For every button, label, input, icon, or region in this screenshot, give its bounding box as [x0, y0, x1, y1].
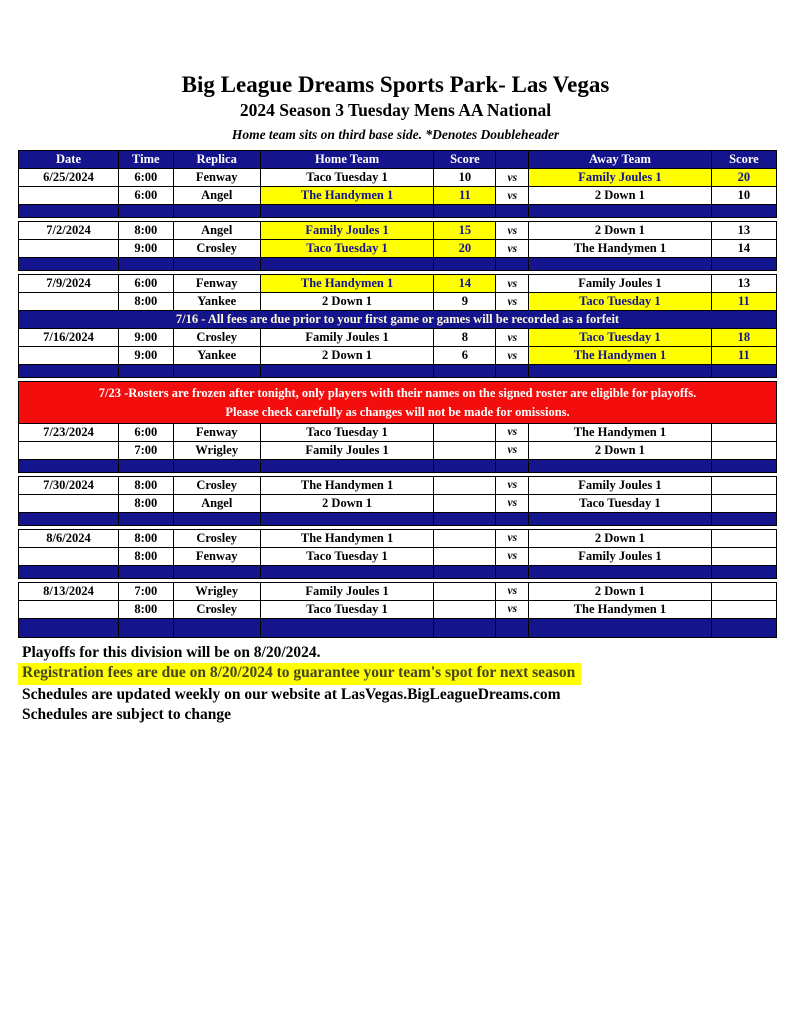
schedule-table-header — [19, 151, 777, 169]
game-row — [19, 423, 777, 441]
separator-cell — [173, 512, 260, 525]
separator-cell — [119, 365, 174, 378]
footer-line-4: Schedules are subject to change — [22, 706, 231, 724]
separator-cell — [19, 565, 119, 578]
game-row — [19, 476, 777, 494]
vs-cell: vs — [496, 529, 529, 547]
col-header-home-team: Home Team — [260, 151, 434, 169]
date-cell: 7/23/2024 — [19, 423, 119, 441]
separator-cell — [496, 459, 529, 472]
roster-freeze-notice — [19, 382, 777, 423]
group-separator-row — [19, 512, 777, 525]
away-team-cell: Taco Tuesday 1 — [529, 329, 712, 347]
separator-cell — [260, 459, 434, 472]
separator-cell — [711, 205, 776, 218]
separator-cell — [119, 459, 174, 472]
fees-notice: 7/16 - All fees are due prior to your first game or games will be recorded as a forfeit — [19, 311, 777, 329]
group-separator-row — [19, 459, 777, 472]
vs-cell: vs — [496, 222, 529, 240]
game-row — [19, 441, 777, 459]
separator-cell — [173, 258, 260, 271]
group-separator-row — [19, 258, 777, 271]
time-cell: 6:00 — [119, 423, 174, 441]
date-cell: 7/30/2024 — [19, 476, 119, 494]
group-separator-row — [19, 205, 777, 218]
roster-freeze-line-1: 7/23 -Rosters are frozen after tonight, only players with their names on the signed roster are eligible for playoffs. — [98, 386, 697, 401]
separator-cell — [260, 512, 434, 525]
home-score-cell: 11 — [434, 187, 496, 205]
replica-cell: Crosley — [173, 476, 260, 494]
vs-cell: vs — [496, 423, 529, 441]
game-row — [19, 240, 777, 258]
separator-cell — [529, 205, 712, 218]
header-row — [19, 151, 777, 169]
home-team-cell: Taco Tuesday 1 — [260, 169, 434, 187]
replica-cell: Crosley — [173, 240, 260, 258]
vs-cell: vs — [496, 347, 529, 365]
away-score-cell: 20 — [711, 169, 776, 187]
home-score-cell: 8 — [434, 329, 496, 347]
time-cell: 8:00 — [119, 222, 174, 240]
separator-cell — [19, 205, 119, 218]
separator-cell — [434, 205, 496, 218]
replica-cell: Crosley — [173, 529, 260, 547]
home-team-cell: The Handymen 1 — [260, 529, 434, 547]
away-team-cell: The Handymen 1 — [529, 600, 712, 618]
separator-cell — [19, 258, 119, 271]
col-header-away-team: Away Team — [529, 151, 712, 169]
away-score-cell — [711, 441, 776, 459]
end-band-cell — [19, 618, 119, 637]
away-team-cell: Family Joules 1 — [529, 476, 712, 494]
away-score-cell — [711, 547, 776, 565]
game-row — [19, 275, 777, 293]
vs-cell: vs — [496, 275, 529, 293]
separator-cell — [711, 365, 776, 378]
vs-cell: vs — [496, 600, 529, 618]
home-team-cell: Taco Tuesday 1 — [260, 423, 434, 441]
away-team-cell: Taco Tuesday 1 — [529, 293, 712, 311]
schedule-table-body — [19, 169, 777, 637]
home-score-cell: 10 — [434, 169, 496, 187]
date-cell — [19, 441, 119, 459]
group-separator-row — [19, 565, 777, 578]
home-score-cell: 9 — [434, 293, 496, 311]
home-team-cell: 2 Down 1 — [260, 293, 434, 311]
footer-line-3: Schedules are updated weekly on our website at LasVegas.BigLeagueDreams.com — [22, 685, 561, 703]
time-cell: 8:00 — [119, 476, 174, 494]
separator-cell — [119, 258, 174, 271]
end-band-cell — [173, 618, 260, 637]
date-cell: 7/2/2024 — [19, 222, 119, 240]
date-cell — [19, 187, 119, 205]
away-team-cell: 2 Down 1 — [529, 441, 712, 459]
home-team-cell: The Handymen 1 — [260, 187, 434, 205]
time-cell: 9:00 — [119, 347, 174, 365]
page-title: Big League Dreams Sports Park- Las Vegas — [181, 72, 610, 97]
game-row — [19, 494, 777, 512]
col-header-vs — [496, 151, 529, 169]
home-team-cell: Taco Tuesday 1 — [260, 547, 434, 565]
time-cell: 7:00 — [119, 441, 174, 459]
date-cell — [19, 494, 119, 512]
footer-line-2 — [18, 663, 791, 685]
time-cell: 8:00 — [119, 600, 174, 618]
time-cell: 8:00 — [119, 547, 174, 565]
separator-cell — [119, 565, 174, 578]
away-score-cell: 13 — [711, 275, 776, 293]
roster-freeze-notice-row — [19, 382, 777, 423]
home-team-cell: 2 Down 1 — [260, 347, 434, 365]
game-row — [19, 293, 777, 311]
separator-cell — [496, 512, 529, 525]
away-score-cell — [711, 529, 776, 547]
end-band-cell — [529, 618, 712, 637]
away-team-cell: Family Joules 1 — [529, 275, 712, 293]
away-team-cell: The Handymen 1 — [529, 423, 712, 441]
end-band-cell — [434, 618, 496, 637]
home-score-cell — [434, 547, 496, 565]
date-cell: 8/13/2024 — [19, 582, 119, 600]
away-score-cell: 14 — [711, 240, 776, 258]
separator-cell — [529, 365, 712, 378]
separator-cell — [496, 258, 529, 271]
replica-cell: Wrigley — [173, 441, 260, 459]
separator-cell — [529, 459, 712, 472]
away-team-cell: 2 Down 1 — [529, 529, 712, 547]
date-cell — [19, 240, 119, 258]
vs-cell: vs — [496, 240, 529, 258]
home-score-cell — [434, 582, 496, 600]
time-cell: 6:00 — [119, 187, 174, 205]
away-team-cell: Family Joules 1 — [529, 169, 712, 187]
col-header-date: Date — [19, 151, 119, 169]
away-team-cell: Taco Tuesday 1 — [529, 494, 712, 512]
separator-cell — [434, 512, 496, 525]
home-team-cell: 2 Down 1 — [260, 494, 434, 512]
replica-cell: Angel — [173, 187, 260, 205]
end-band-cell — [119, 618, 174, 637]
replica-cell: Crosley — [173, 600, 260, 618]
away-score-cell — [711, 582, 776, 600]
table-end-band — [19, 618, 777, 637]
date-cell — [19, 547, 119, 565]
separator-cell — [19, 365, 119, 378]
separator-cell — [19, 512, 119, 525]
vs-cell: vs — [496, 187, 529, 205]
away-team-cell: 2 Down 1 — [529, 222, 712, 240]
separator-cell — [173, 205, 260, 218]
game-row — [19, 529, 777, 547]
away-team-cell: 2 Down 1 — [529, 582, 712, 600]
separator-cell — [119, 512, 174, 525]
separator-cell — [711, 459, 776, 472]
page-subtitle: 2024 Season 3 Tuesday Mens AA National — [239, 99, 552, 120]
time-cell: 6:00 — [119, 275, 174, 293]
roster-freeze-line-2: Please check carefully as changes will not be made for omissions. — [225, 404, 570, 419]
vs-cell: vs — [496, 582, 529, 600]
game-row — [19, 169, 777, 187]
away-score-cell — [711, 423, 776, 441]
home-team-cell: Family Joules 1 — [260, 222, 434, 240]
game-row — [19, 347, 777, 365]
separator-cell — [434, 459, 496, 472]
separator-cell — [711, 258, 776, 271]
replica-cell: Fenway — [173, 423, 260, 441]
separator-cell — [173, 565, 260, 578]
date-cell: 7/16/2024 — [19, 329, 119, 347]
col-header-score: Score — [711, 151, 776, 169]
end-band-cell — [496, 618, 529, 637]
vs-cell: vs — [496, 494, 529, 512]
separator-cell — [260, 205, 434, 218]
footer-notes — [18, 643, 791, 726]
replica-cell: Crosley — [173, 329, 260, 347]
end-band-cell — [711, 618, 776, 637]
away-team-cell: The Handymen 1 — [529, 347, 712, 365]
fees-notice-row — [19, 311, 777, 329]
separator-cell — [496, 365, 529, 378]
game-row — [19, 329, 777, 347]
away-score-cell: 13 — [711, 222, 776, 240]
replica-cell: Angel — [173, 494, 260, 512]
date-cell — [19, 600, 119, 618]
vs-cell: vs — [496, 441, 529, 459]
home-score-cell — [434, 494, 496, 512]
header-note: Home team sits on third base side. *Denotes Doubleheader — [231, 127, 560, 143]
replica-cell: Wrigley — [173, 582, 260, 600]
replica-cell: Fenway — [173, 169, 260, 187]
home-team-cell: Taco Tuesday 1 — [260, 600, 434, 618]
time-cell: 8:00 — [119, 529, 174, 547]
vs-cell: vs — [496, 169, 529, 187]
time-cell: 7:00 — [119, 582, 174, 600]
home-team-cell: Family Joules 1 — [260, 441, 434, 459]
separator-cell — [434, 365, 496, 378]
separator-cell — [119, 205, 174, 218]
home-score-cell: 15 — [434, 222, 496, 240]
group-separator-row — [19, 365, 777, 378]
separator-cell — [173, 365, 260, 378]
home-team-cell: Family Joules 1 — [260, 582, 434, 600]
separator-cell — [496, 565, 529, 578]
separator-cell — [260, 565, 434, 578]
vs-cell: vs — [496, 293, 529, 311]
date-cell — [19, 293, 119, 311]
replica-cell: Fenway — [173, 275, 260, 293]
away-score-cell: 11 — [711, 347, 776, 365]
replica-cell: Angel — [173, 222, 260, 240]
replica-cell: Yankee — [173, 347, 260, 365]
home-score-cell: 14 — [434, 275, 496, 293]
registration-highlight: Registration fees are due on 8/20/2024 to guarantee your team's spot for next season — [18, 663, 581, 685]
home-team-cell: Taco Tuesday 1 — [260, 240, 434, 258]
away-team-cell: The Handymen 1 — [529, 240, 712, 258]
vs-cell: vs — [496, 329, 529, 347]
footer-line-1: Playoffs for this division will be on 8/20/2024. — [22, 643, 321, 661]
end-band-cell — [260, 618, 434, 637]
home-team-cell: The Handymen 1 — [260, 275, 434, 293]
document-header — [0, 0, 791, 142]
game-row — [19, 222, 777, 240]
home-score-cell — [434, 600, 496, 618]
home-score-cell — [434, 423, 496, 441]
away-score-cell: 10 — [711, 187, 776, 205]
separator-cell — [529, 565, 712, 578]
col-header-score: Score — [434, 151, 496, 169]
home-team-cell: Family Joules 1 — [260, 329, 434, 347]
date-cell: 6/25/2024 — [19, 169, 119, 187]
game-row — [19, 582, 777, 600]
away-score-cell — [711, 600, 776, 618]
away-score-cell — [711, 476, 776, 494]
home-score-cell — [434, 529, 496, 547]
separator-cell — [434, 258, 496, 271]
home-score-cell — [434, 441, 496, 459]
vs-cell: vs — [496, 547, 529, 565]
separator-cell — [434, 565, 496, 578]
time-cell: 9:00 — [119, 329, 174, 347]
col-header-replica: Replica — [173, 151, 260, 169]
separator-cell — [260, 365, 434, 378]
game-row — [19, 187, 777, 205]
col-header-time: Time — [119, 151, 174, 169]
separator-cell — [529, 512, 712, 525]
separator-cell — [173, 459, 260, 472]
time-cell: 6:00 — [119, 169, 174, 187]
date-cell: 8/6/2024 — [19, 529, 119, 547]
home-score-cell — [434, 476, 496, 494]
away-score-cell: 11 — [711, 293, 776, 311]
separator-cell — [19, 459, 119, 472]
separator-cell — [496, 205, 529, 218]
home-score-cell: 20 — [434, 240, 496, 258]
separator-cell — [260, 258, 434, 271]
replica-cell: Fenway — [173, 547, 260, 565]
time-cell: 8:00 — [119, 293, 174, 311]
time-cell: 9:00 — [119, 240, 174, 258]
schedule-table — [18, 150, 777, 637]
separator-cell — [711, 565, 776, 578]
date-cell — [19, 347, 119, 365]
away-team-cell: Family Joules 1 — [529, 547, 712, 565]
away-team-cell: 2 Down 1 — [529, 187, 712, 205]
home-team-cell: The Handymen 1 — [260, 476, 434, 494]
away-score-cell — [711, 494, 776, 512]
home-score-cell: 6 — [434, 347, 496, 365]
vs-cell: vs — [496, 476, 529, 494]
separator-cell — [529, 258, 712, 271]
replica-cell: Yankee — [173, 293, 260, 311]
away-score-cell: 18 — [711, 329, 776, 347]
game-row — [19, 600, 777, 618]
time-cell: 8:00 — [119, 494, 174, 512]
game-row — [19, 547, 777, 565]
date-cell: 7/9/2024 — [19, 275, 119, 293]
separator-cell — [711, 512, 776, 525]
